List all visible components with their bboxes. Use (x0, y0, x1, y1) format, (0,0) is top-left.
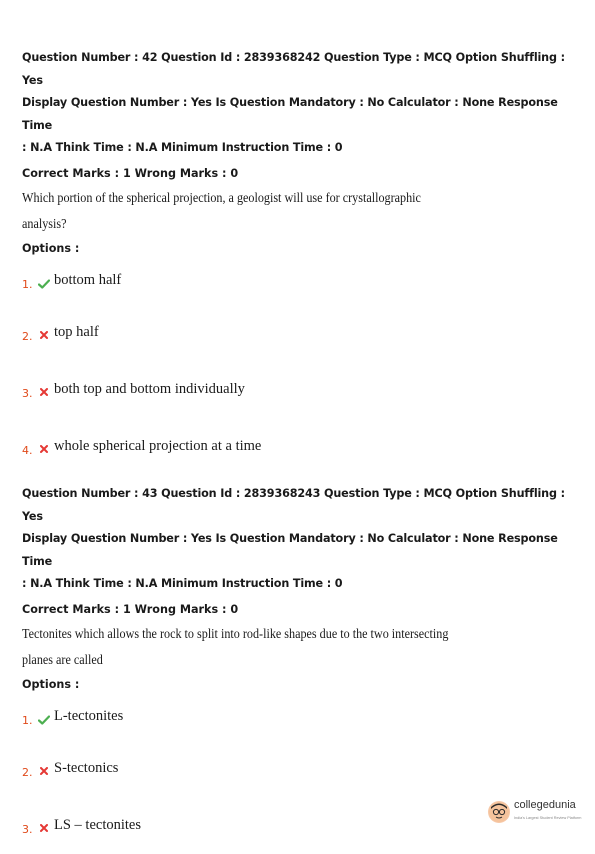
option-item (22, 361, 582, 418)
meta-line: Display Question Number : Yes Is Question Mandatory : No Calculator : None Response Time (22, 96, 558, 132)
option-item (22, 304, 582, 361)
question-meta (22, 47, 582, 160)
meta-line: : N.A Think Time : N.A Minimum Instruction Time : 0 (22, 577, 343, 590)
cross-icon (36, 767, 52, 775)
option-item (22, 258, 582, 304)
question-meta (22, 483, 582, 596)
question-text-line: analysis? (22, 215, 67, 231)
option-text: whole spherical projection at a time (54, 437, 262, 454)
logo-text (514, 800, 581, 824)
option-text: top half (54, 323, 99, 340)
question-text-line: planes are called (22, 651, 103, 667)
question-block (22, 483, 582, 854)
option-number: 1. (22, 714, 33, 727)
mascot-icon (488, 801, 510, 823)
check-icon (36, 715, 52, 725)
question-text-line: Which portion of the spherical projection, a geologist will use for crystallographic (22, 189, 421, 205)
question-text-line: Tectonites which allows the rock to split into rod-like shapes due to the two intersecting (22, 625, 449, 641)
option-item (22, 740, 582, 797)
meta-line: Display Question Number : Yes Is Question Mandatory : No Calculator : None Response Time (22, 532, 558, 568)
marks-info: Correct Marks : 1 Wrong Marks : 0 (22, 602, 239, 616)
option-item (22, 694, 582, 740)
cross-icon (36, 331, 52, 339)
cross-icon (36, 824, 52, 832)
question-text (22, 621, 454, 673)
option-number: 2. (22, 765, 33, 779)
option-text: bottom half (54, 272, 122, 288)
option-number: 3. (22, 822, 33, 836)
cross-icon (36, 445, 52, 453)
question-text (22, 185, 454, 237)
option-text: both top and bottom individually (54, 380, 245, 397)
option-number: 3. (22, 386, 33, 400)
question-block (22, 47, 582, 475)
cross-icon (36, 388, 52, 396)
logo-tagline: India's Largest Student Review Platform (514, 816, 582, 820)
option-number: 4. (22, 443, 33, 457)
options-label: Options : (22, 677, 80, 691)
options-label: Options : (22, 241, 80, 255)
logo-name: collegedunia (514, 799, 576, 811)
option-number: 2. (22, 329, 33, 343)
option-number: 1. (22, 278, 33, 291)
meta-line: Question Number : 43 Question Id : 2839368243 Question Type : MCQ Option Shuffling : Yes (22, 487, 565, 523)
marks-info: Correct Marks : 1 Wrong Marks : 0 (22, 166, 239, 180)
option-text: S-tectonics (54, 759, 119, 776)
option-text: L-tectonites (54, 708, 124, 724)
collegedunia-logo (488, 800, 581, 824)
meta-line: Question Number : 42 Question Id : 2839368242 Question Type : MCQ Option Shuffling : Yes (22, 51, 565, 87)
option-text: LS – tectonites (54, 816, 141, 833)
check-icon (36, 279, 52, 289)
meta-line: : N.A Think Time : N.A Minimum Instruction Time : 0 (22, 141, 343, 154)
option-item (22, 418, 582, 475)
